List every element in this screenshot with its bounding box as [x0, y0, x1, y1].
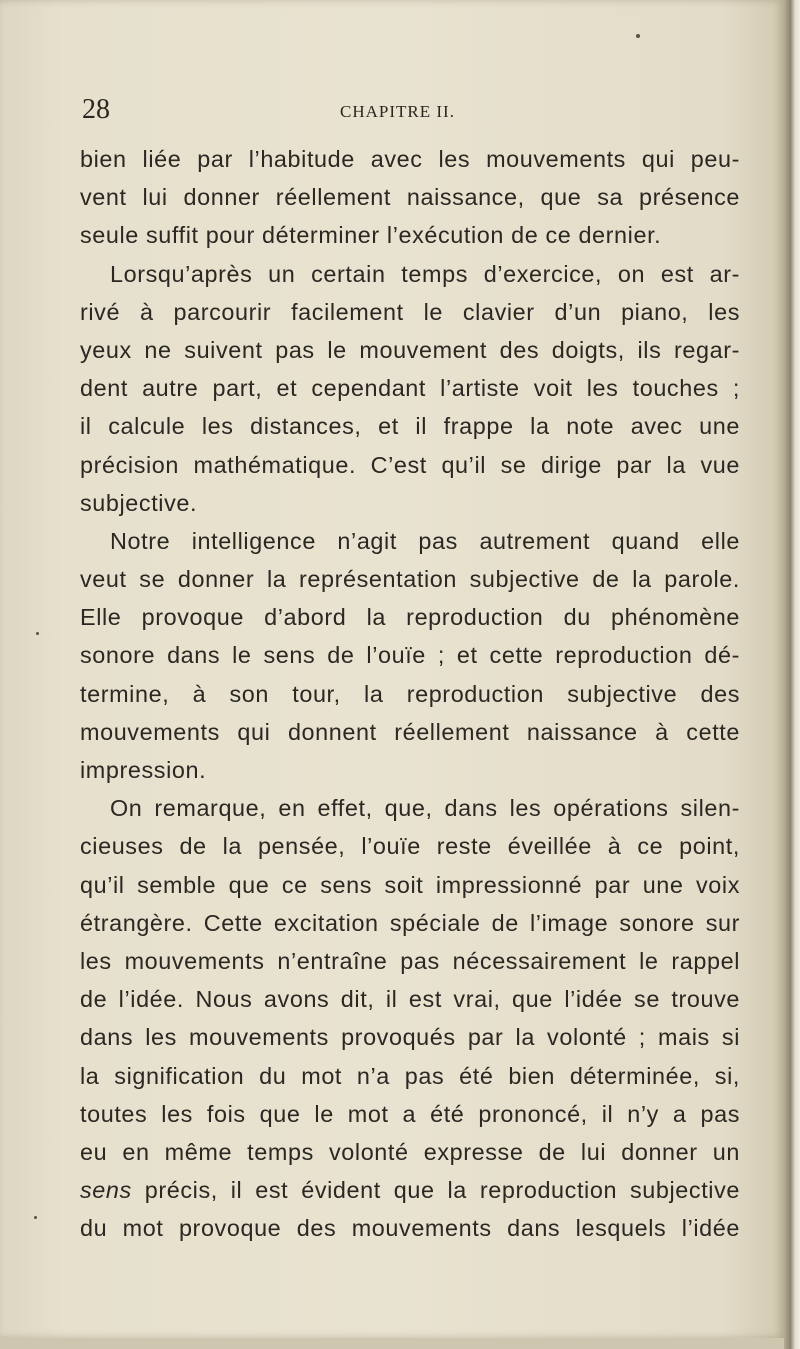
text-line: eu en même temps volonté expresse de lui donner un — [80, 1138, 740, 1165]
italic-word: sens — [80, 1177, 132, 1204]
text-line: précision mathématique. C’est qu’il se dirige par la vue — [80, 451, 740, 478]
text-line: la signification du mot n’a pas été bien déterminée, si, — [80, 1062, 740, 1089]
text-line: de l’idée. Nous avons dit, il est vrai, que l’idée se trouve — [80, 986, 740, 1013]
text-line: dans les mouvements provoqués par la volonté ; mais si — [80, 1024, 740, 1051]
text-line: Notre intelligence n’agit pas autrement quand elle — [110, 527, 740, 554]
text-line: sonore dans le sens de l’ouïe ; et cette reproduction dé- — [80, 642, 740, 669]
text-line: veut se donner la représentation subjective de la parole. — [80, 566, 740, 593]
print-speck — [34, 1216, 37, 1219]
text-line: du mot provoque des mouvements dans lesquels l’idée — [80, 1215, 740, 1242]
print-speck — [36, 632, 39, 635]
text-line: rivé à parcourir facilement le clavier d’un piano, les — [80, 298, 740, 325]
text-line: yeux ne suivent pas le mouvement des doigts, ils regar- — [80, 336, 740, 363]
page-header — [82, 94, 742, 124]
print-speck — [636, 34, 640, 38]
running-head: CHAPITRE II. — [340, 102, 455, 121]
text-line: bien liée par l’habitude avec les mouvements qui peu- — [80, 146, 740, 172]
body-text — [80, 140, 740, 1247]
page-edge — [784, 0, 800, 1349]
text-line: étrangère. Cette excitation spéciale de l’image sonore sur — [80, 909, 740, 936]
text-line: mouvements qui donnent réellement naissance à cette — [80, 718, 740, 745]
text-line: impression. — [80, 757, 207, 783]
text-line: Elle provoque d’abord la reproduction du phénomène — [80, 604, 740, 631]
text-line: les mouvements n’entraîne pas nécessairement le rappel — [80, 947, 740, 974]
text-line: il calcule les distances, et il frappe la note avec une — [80, 413, 740, 440]
text-line: cieuses de la pensée, l’ouïe reste éveillée à ce point, — [80, 833, 740, 860]
text-line-with-italic — [80, 1171, 740, 1209]
text-line: qu’il semble que ce sens soit impressionné par une voix — [80, 871, 740, 898]
text-line: vent lui donner réellement naissance, que sa présence — [80, 184, 740, 211]
text-line-rest: précis, il est évident que la reproduction subjective — [144, 1177, 740, 1204]
text-line: termine, à son tour, la reproduction subjective des — [80, 680, 740, 707]
text-line: seule suffit pour déterminer l’exécution de ce dernier. — [80, 222, 662, 249]
text-line: toutes les fois que le mot a été prononcé, il n’y a pas — [80, 1100, 740, 1127]
text-line: On remarque, en effet, que, dans les opérations silen- — [110, 795, 740, 822]
page-number: 28 — [82, 94, 110, 125]
text-line: Lorsqu’après un certain temps d’exercice, on est ar- — [110, 260, 740, 287]
text-line: dent autre part, et cependant l’artiste voit les touches ; — [80, 375, 740, 402]
text-line: subjective. — [80, 489, 198, 516]
